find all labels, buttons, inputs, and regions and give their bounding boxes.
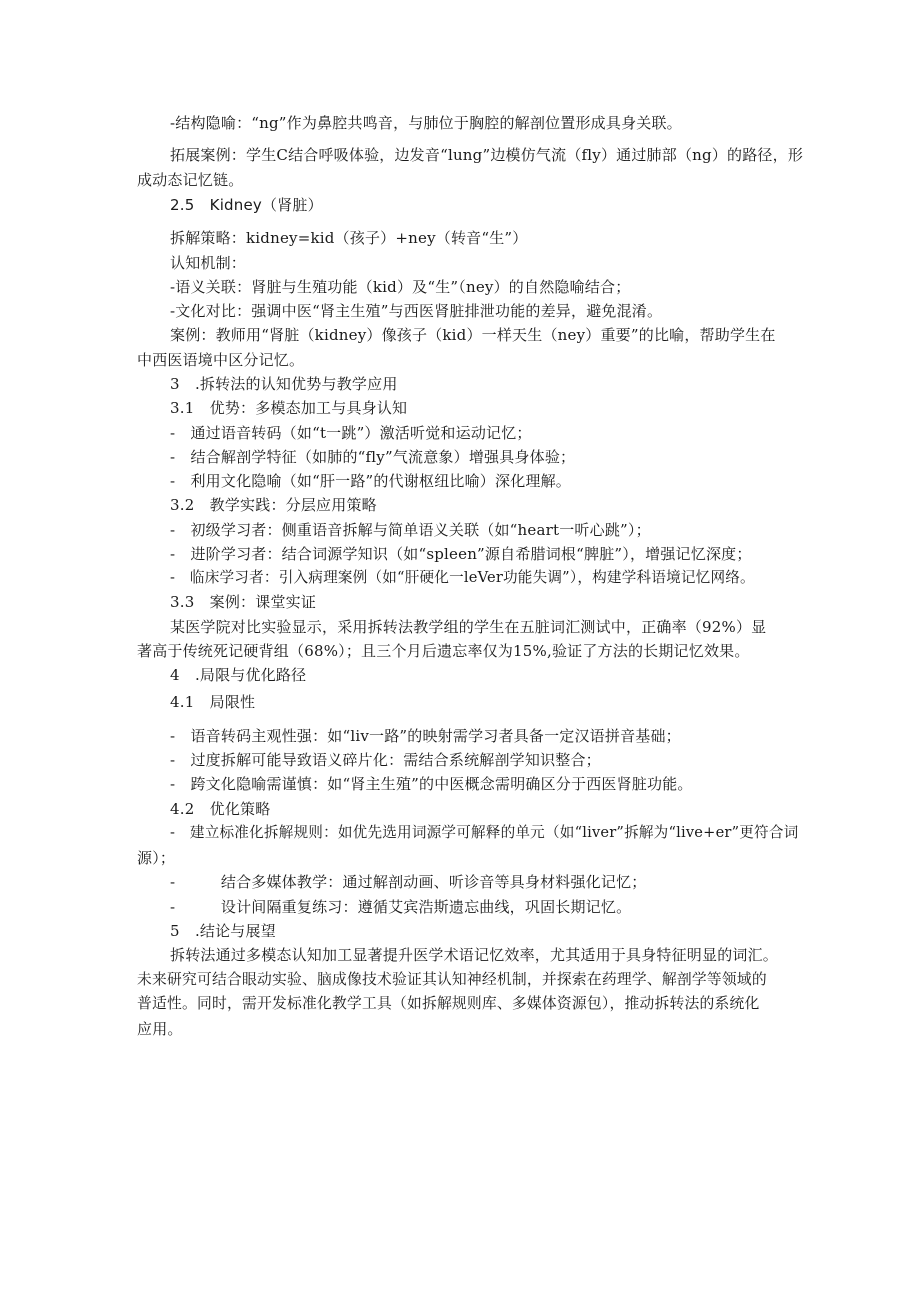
list-item: - 通过语音转码（如“t一跳”）激活听觉和运动记忆；	[170, 424, 532, 442]
section-heading: 3.2 教学实践：分层应用策略	[170, 496, 377, 514]
text-line: 应用。	[137, 1020, 183, 1038]
list-item: - 过度拆解可能导致语义碎片化：需结合系统解剖学知识整合；	[170, 751, 601, 769]
text-line: -结构隐喻：“ng”作为鼻腔共鸣音，与肺位于胸腔的解剖位置形成具身关联。	[170, 114, 682, 132]
section-heading: 5 .结论与展望	[170, 922, 276, 940]
section-heading: 3.1 优势：多模态加工与具身认知	[170, 399, 408, 417]
text-line: 某医学院对比实验显示，采用拆转法教学组的学生在五脏词汇测试中，正确率（92%）显	[170, 618, 767, 636]
text-line: -语义关联：肾脏与生殖功能（kid）及“生”（ney）的自然隐喻结合；	[170, 278, 631, 296]
text-line: 普适性。同时，需开发标准化教学工具（如拆解规则库、多媒体资源包），推动拆转法的系统化	[137, 995, 760, 1012]
text-line: 未来研究可结合眼动实验、脑成像技术验证其认知神经机制，并探索在药理学、解剖学等领域的	[137, 971, 767, 988]
section-heading: 3.3 案例：课堂实证	[170, 593, 317, 611]
text-line: 拆解策略：kidney=kid（孩子）+ney（转音“生”）	[170, 229, 528, 247]
text-line: 成动态记忆链。	[137, 171, 244, 189]
list-item: - 语音转码主观性强：如“liv一路”的映射需学习者具备一定汉语拼音基础；	[170, 727, 681, 745]
section-heading: 4 .局限与优化路径	[170, 666, 307, 684]
list-item: - 进阶学习者：结合词源学知识（如“spleen”源自希腊词根“脾脏”），增强记忆深度；	[170, 545, 752, 563]
list-item: - 跨文化隐喻需谨慎：如“肾主生殖”的中医概念需明确区分于西医肾脏功能。	[170, 775, 693, 793]
list-item: - 建立标准化拆解规则：如优先选用词源学可解释的单元（如“liver”拆解为“live+er”更符合词	[170, 824, 799, 841]
text-line: 著高于传统死记硬背组（68%）；且三个月后遗忘率仅为15%,验证了方法的长期记忆效果。	[137, 642, 750, 660]
list-item: - 结合多媒体教学：通过解剖动画、听诊音等具身材料强化记忆；	[170, 873, 647, 891]
section-heading: 3 .拆转法的认知优势与教学应用	[170, 375, 398, 393]
section-heading: 4.1 局限性	[170, 693, 256, 711]
list-item: - 设计间隔重复练习：遵循艾宾浩斯遗忘曲线，巩固长期记忆。	[170, 898, 632, 916]
text-line: 中西医语境中区分记忆。	[137, 351, 305, 369]
text-line: 案例：教师用“肾脏（kidney）像孩子（kid）一样天生（ney）重要”的比喻，帮助学生在	[170, 326, 776, 344]
text-line: 认知机制：	[170, 254, 247, 272]
text-line: 拓展案例：学生C结合呼吸体验，边发音“lung”边模仿气流（fly）通过肺部（ng）的路径，形	[170, 146, 804, 164]
section-heading: 4.2 优化策略	[170, 800, 271, 818]
text-line: 源）；	[137, 849, 176, 867]
list-item: - 利用文化隐喻（如“肝一路”的代谢枢纽比喻）深化理解。	[170, 472, 572, 490]
text-line: 拆转法通过多模态认知加工显著提升医学术语记忆效率，尤其适用于具身特征明显的词汇。	[170, 946, 779, 964]
list-item: - 结合解剖学特征（如肺的“fly”气流意象）增强具身体验；	[170, 448, 576, 466]
text-line: -文化对比：强调中医“肾主生殖”与西医肾脏排泄功能的差异，避免混淆。	[170, 302, 663, 320]
section-heading: 2.5 Kidney（肾脏）	[170, 196, 323, 214]
list-item: - 初级学习者：侧重语音拆解与简单语义关联（如“heart一听心跳”）；	[170, 521, 651, 539]
list-item: - 临床学习者：引入病理案例（如“肝硬化一leVer功能失调”），构建学科语境记忆网络。	[170, 569, 755, 586]
